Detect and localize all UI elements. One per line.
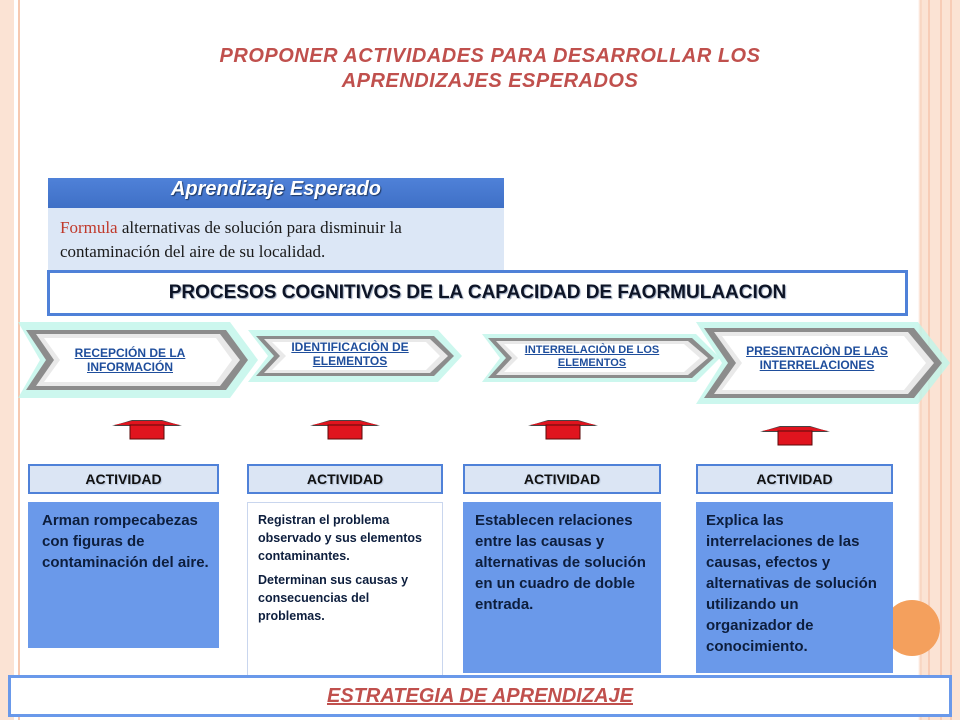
process-label-identification: IDENTIFICACIÒN DE ELEMENTOS xyxy=(291,340,409,368)
activity-heading-3: ACTIVIDAD xyxy=(463,464,661,494)
activity-description: Arman rompecabezas con figuras de contaminación del aire. xyxy=(42,512,209,571)
process-chevron-interrelation xyxy=(478,330,724,386)
activity-text-1 xyxy=(28,502,219,648)
up-arrow-icon xyxy=(112,418,182,440)
process-label-presentation: PRESENTACIÒN DE LAS INTERRELACIONES xyxy=(746,344,888,372)
slide-title-line-2: APRENDIZAJES ESPERADOS xyxy=(341,70,639,92)
slide-title-line-1: PROPONER ACTIVIDADES PARA DESARROLLAR LOS xyxy=(219,45,761,67)
activity-heading-1: ACTIVIDAD xyxy=(28,464,219,494)
expected-learning-heading: Aprendizaje Esperado xyxy=(48,178,504,208)
activity-heading-4: ACTIVIDAD xyxy=(696,464,893,494)
expected-learning-description: alternativas de solución para disminuir la contaminación del aire de su localidad. xyxy=(60,218,402,261)
activity-text-4 xyxy=(696,502,893,673)
process-chevron-reception xyxy=(14,318,260,402)
activity-description: Registran el problema observado y sus elementos contaminantes. xyxy=(258,513,422,563)
activity-description: Establecen relaciones entre las causas y alternativas de solución en un cuadro de doble entrada. xyxy=(475,512,646,613)
expected-learning-text xyxy=(48,208,504,264)
expected-learning-box xyxy=(48,178,504,270)
activity-text-3 xyxy=(463,502,661,673)
slide-title xyxy=(100,44,880,94)
left-border-stripe xyxy=(0,0,14,720)
process-chevron-identification xyxy=(244,326,466,386)
activity-description-2: Determinan sus causas y consecuencias del problemas. xyxy=(258,573,409,623)
expected-learning-verb: Formula xyxy=(60,218,118,237)
process-label-reception: RECEPCIÓN DE LA INFORMACIÓN xyxy=(74,346,186,374)
up-arrow-icon xyxy=(310,418,380,440)
activity-text-2 xyxy=(247,502,443,678)
activity-description: Explica las interrelaciones de las causas, efectos y alternativas de solución utilizando un organizador de conocimiento. xyxy=(706,512,877,655)
cognitive-processes-title: PROCESOS COGNITIVOS DE LA CAPACIDAD DE FAORMULAACION xyxy=(47,270,908,316)
up-arrow-icon xyxy=(528,418,598,440)
activity-heading-2: ACTIVIDAD xyxy=(247,464,443,494)
process-chevron-presentation xyxy=(692,318,956,408)
up-arrow-icon xyxy=(760,424,830,446)
learning-strategy-footer: ESTRATEGIA DE APRENDIZAJE xyxy=(8,675,952,717)
process-label-interrelation: INTERRELACIÒN DE LOS ELEMENTOS xyxy=(524,344,660,369)
